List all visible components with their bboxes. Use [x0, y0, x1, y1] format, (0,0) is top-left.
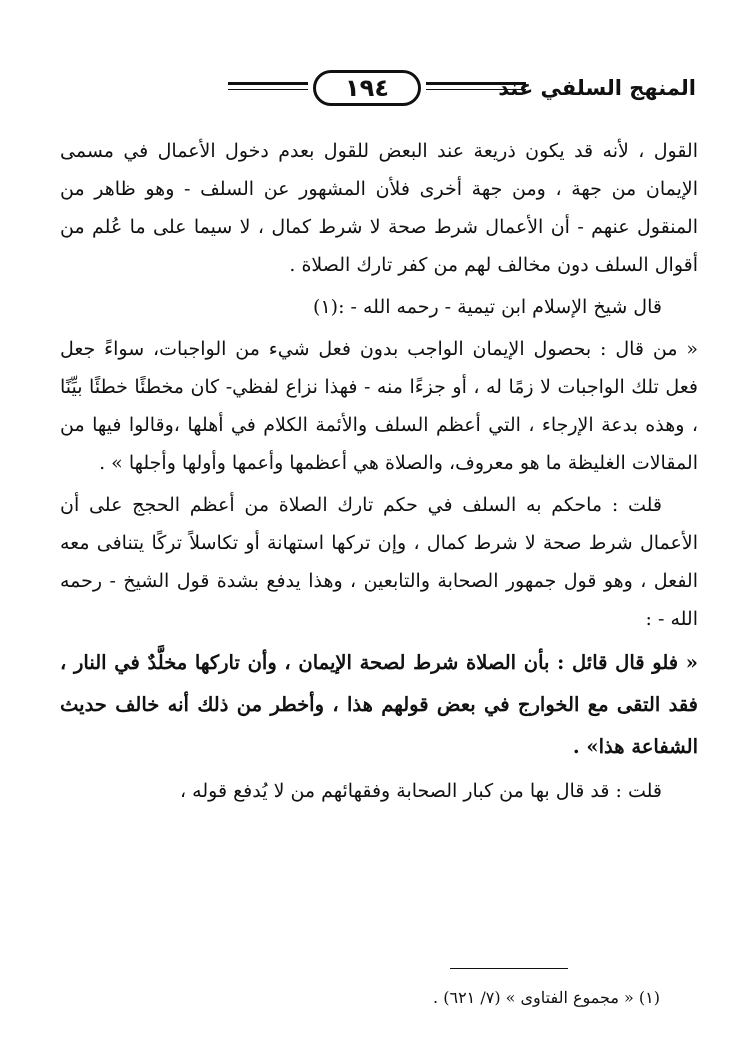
paragraph-5-bold-quote: « فلو قال قائل : بأن الصلاة شرط لصحة الإيمان ، وأن تاركها مخلَّدٌ في النار ، فقد التقى مع الخوارج في بعض قولهم هذا ، وأخطر من ذلك أنه خالف حديث الشفاعة هذا» .: [60, 651, 698, 758]
paragraph-2: قال شيخ الإسلام ابن تيمية - رحمه الله - :(١): [313, 296, 662, 318]
running-header: [78, 70, 696, 114]
footnote: (١) « مجموع الفتاوى » (٧/ ٦٢١) .: [433, 988, 660, 1007]
body-text: [60, 132, 698, 810]
paragraph-1: القول ، لأنه قد يكون ذريعة عند البعض للقول بعدم دخول الأعمال في مسمى الإيمان من جهة ، ومن جهة أخرى فلأن المشهور عن السلف - وهو ظاهر من المنقول عنهم - أن الأعمال شرط صحة لا شرط كمال ، لا سيما على ما عُلم من أقوال السلف دون مخالف لهم من كفر تارك الصلاة .: [60, 140, 698, 276]
header-rule-right: [426, 82, 526, 90]
footnote-divider: [450, 968, 568, 969]
running-header-title: المنهج السلفي عند: [498, 76, 696, 100]
paragraph-3-quote: « من قال : بحصول الإيمان الواجب بدون فعل شيء من الواجبات، سواءً جعل فعل تلك الواجبات لا زمًا له ، أو جزءًا منه - فهذا نزاع لفظي- كان مخطئًا خطئًا بيِّنًا ، وهذه بدعة الإرجاء ، التي أعظم السلف والأئمة الكلام في أهلها ،وقالوا فيها من المقالات الغليظة ما هو معروف، والصلاة هي أعظمها وأعمها وأولها وأجلها » .: [60, 338, 698, 474]
paragraph-6: قلت : قد قال بها من كبار الصحابة وفقهائهم من لا يُدفع قوله ،: [179, 780, 662, 802]
paragraph-4: قلت : ماحكم به السلف في حكم تارك الصلاة من أعظم الحجج على أن الأعمال شرط صحة لا شرط كمال ، وإن تركها استهانة أو تكاسلاً تركًا يتنافى معه الفعل ، وهو قول جمهور الصحابة والتابعين ، وهذا يدفع بشدة قول الشيخ - رحمه الله - :: [60, 494, 698, 630]
page-number-badge: ١٩٤: [313, 70, 421, 106]
header-rule-left: [228, 82, 308, 90]
